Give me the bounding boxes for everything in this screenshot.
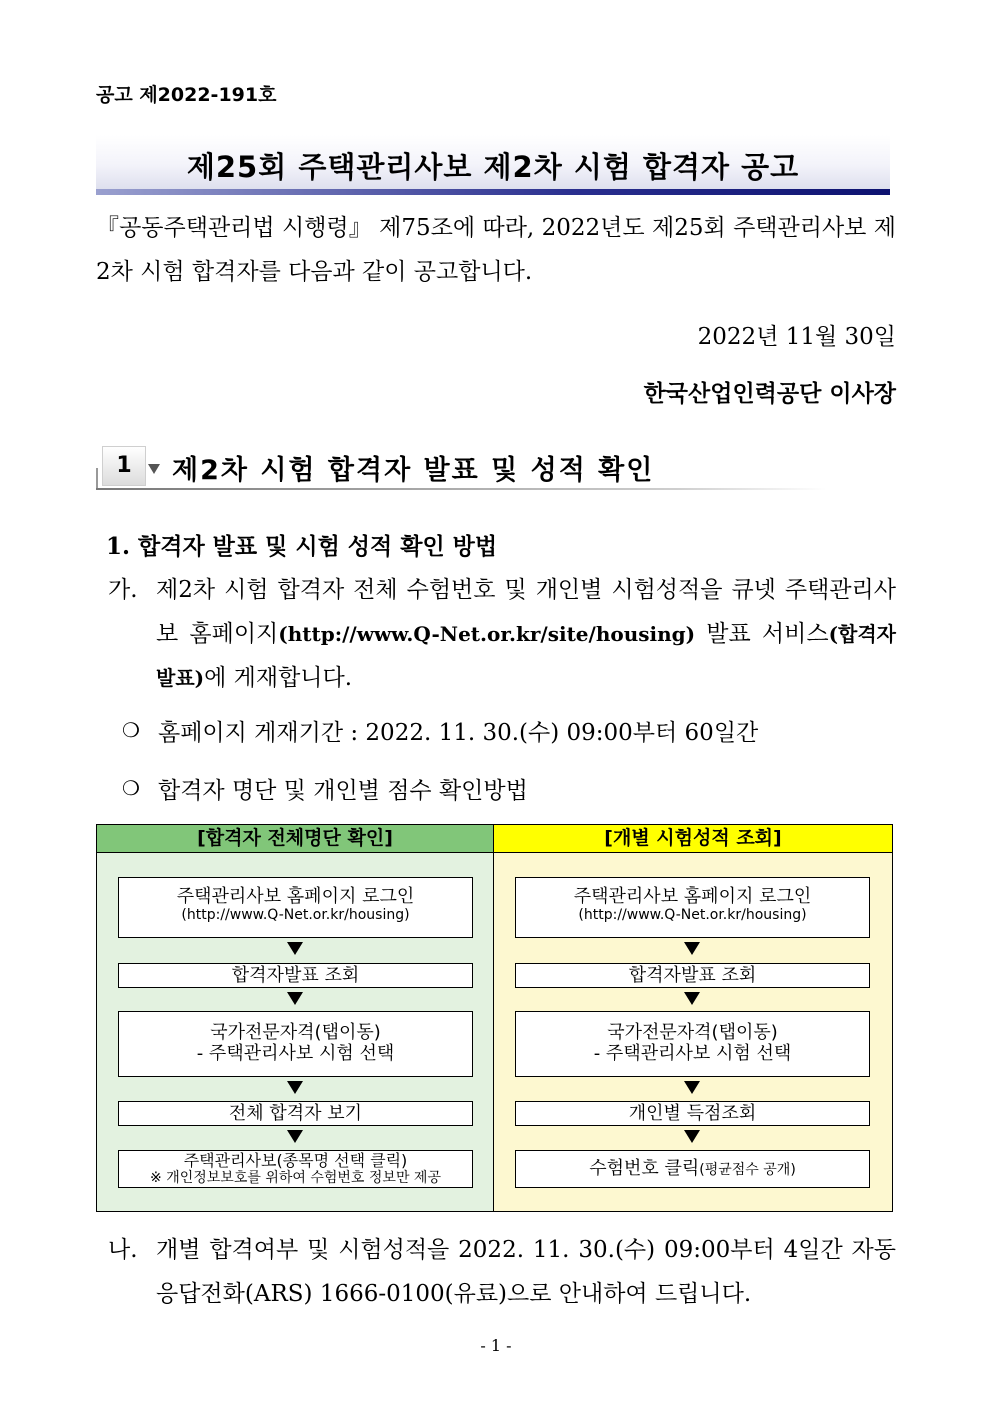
flow-step-main: 국가전문자격(탭이동)	[607, 1022, 778, 1043]
flow-step-sub: (http://www.Q-Net.or.kr/housing)	[181, 907, 410, 923]
flow-step	[515, 1150, 870, 1188]
flow-step-main: 합격자발표 조회	[628, 965, 757, 986]
item-ga-text	[156, 568, 896, 700]
housing-url-link[interactable]: (http://www.Q-Net.or.kr/site/housing)	[278, 622, 696, 646]
flow-step	[118, 1150, 473, 1188]
bullet-check-method: 합격자 명단 및 개인별 점수 확인방법	[158, 778, 528, 804]
flow-step-main: 합격자발표 조회	[231, 965, 360, 986]
triangle-icon	[148, 464, 160, 474]
flow-step-sub: (http://www.Q-Net.or.kr/housing)	[578, 907, 807, 923]
item-ga-mark: 가.	[108, 577, 138, 603]
item-ga-text-c: 에 게재합니다.	[204, 665, 353, 691]
item-na-mark: 나.	[108, 1237, 138, 1263]
flow-step	[118, 877, 473, 938]
flow-column-individual-score	[494, 825, 892, 1211]
section-heading	[96, 440, 826, 492]
arrow-down-icon	[684, 942, 700, 955]
item-na-text: 개별 합격여부 및 시험성적을 2022. 11. 30.(수) 09:00부터 4일간 자동응답전화(ARS) 1666-0100(유료)으로 안내하여 드립니다.	[156, 1237, 896, 1307]
section-title: 제2차 시험 합격자 발표 및 성적 확인	[172, 455, 655, 486]
flow-step-main: 주택관리사보(종목명 선택 클릭)	[183, 1151, 408, 1170]
flow-step	[515, 963, 870, 988]
flow-step	[118, 963, 473, 988]
flow-step-main: 수험번호 클릭	[589, 1158, 700, 1179]
flow-step-sub: - 주택관리사보 시험 선택	[196, 1043, 395, 1064]
title-underline-bar	[96, 189, 890, 195]
issuer-name: 한국산업인력공단 이사장	[643, 381, 896, 407]
flow-step	[515, 1101, 870, 1126]
bullet-posting-period: 홈페이지 게재기간 : 2022. 11. 30.(수) 09:00부터 60일간	[158, 720, 759, 746]
subsection-title: 1. 합격자 발표 및 시험 성적 확인 방법	[106, 533, 498, 560]
item-ga-text-a: 제2차 시험 합격자 전체 수험번호 및 개인별 시험성적을 큐넷 주택관리사보 홈페이지	[156, 577, 896, 647]
section-underline	[96, 488, 826, 490]
flow-step-sub: (평균점수 공개)	[699, 1162, 796, 1178]
arrow-down-icon	[684, 1130, 700, 1143]
section-left-rule	[96, 468, 98, 490]
flow-step	[515, 877, 870, 938]
item-ga-text-b: 발표 서비스	[706, 621, 829, 647]
flow-header-full-list: [합격자 전체명단 확인]	[97, 825, 493, 853]
flow-step-main: 전체 합격자 보기	[228, 1103, 363, 1124]
notice-date: 2022년 11월 30일	[697, 324, 896, 350]
flow-step-main: 주택관리사보 홈페이지 로그인	[573, 886, 812, 907]
flow-step	[118, 1101, 473, 1126]
flow-step-main: 국가전문자격(탭이동)	[210, 1022, 381, 1043]
arrow-down-icon	[287, 1081, 303, 1094]
circle-bullet-icon: ❍	[122, 718, 140, 742]
page-number: - 1 -	[480, 1336, 512, 1355]
flowchart	[96, 824, 893, 1212]
page-title: 제25회 주택관리사보 제2차 시험 합격자 공고	[186, 150, 800, 184]
intro-paragraph: 『공동주택관리법 시행령』 제75조에 따라, 2022년도 제25회 주택관리사보 제2차 시험 합격자를 다음과 같이 공고합니다.	[96, 215, 896, 285]
flow-step-main: 개인별 득점조회	[628, 1103, 757, 1124]
flow-column-full-list	[97, 825, 494, 1211]
flow-step-main: 주택관리사보 홈페이지 로그인	[176, 886, 415, 907]
arrow-down-icon	[684, 1081, 700, 1094]
notice-number: 공고 제2022-191호	[96, 84, 277, 106]
flow-step-sub: ※ 개인정보보호를 위하여 수험번호 정보만 제공	[150, 1170, 441, 1186]
flow-step	[515, 1011, 870, 1077]
item-ga-paren: (합격자발표)	[156, 622, 897, 690]
arrow-down-icon	[287, 942, 303, 955]
flow-step-sub: - 주택관리사보 시험 선택	[593, 1043, 792, 1064]
section-number: 1	[102, 446, 146, 486]
arrow-down-icon	[287, 1130, 303, 1143]
arrow-down-icon	[684, 992, 700, 1005]
flow-step	[118, 1011, 473, 1077]
arrow-down-icon	[287, 992, 303, 1005]
flow-header-individual-score: [개별 시험성적 조회]	[494, 825, 892, 853]
title-banner	[96, 135, 890, 195]
circle-bullet-icon: ❍	[122, 776, 140, 800]
